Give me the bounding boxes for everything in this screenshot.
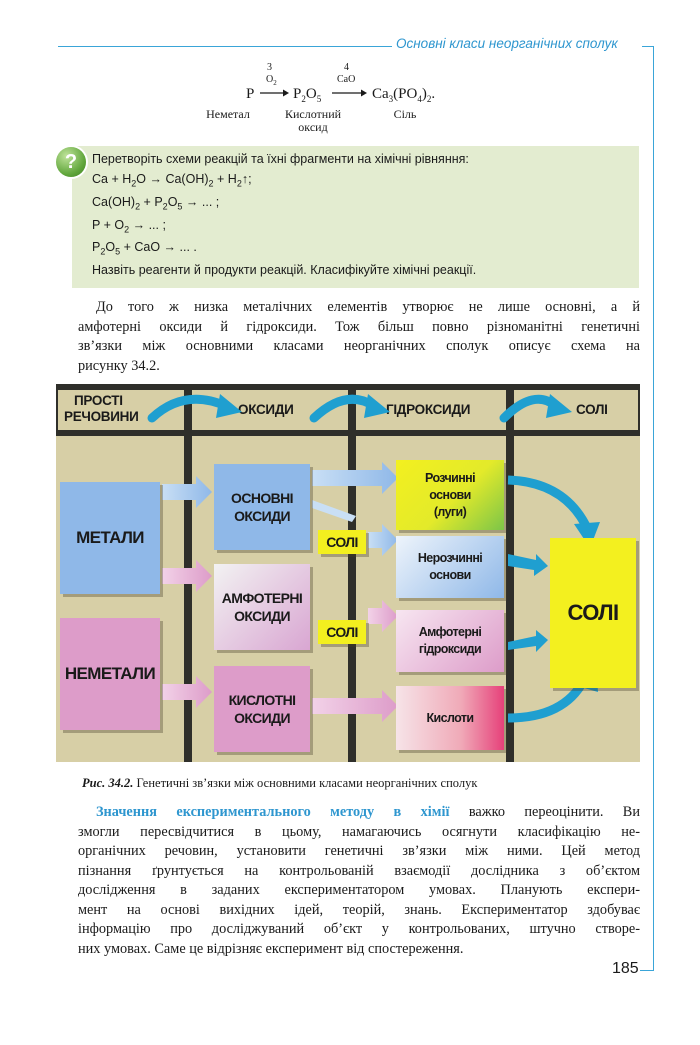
header-hydroxides: ГІДРОКСИДИ	[386, 402, 471, 417]
scheme-label-acid-oxide: Кислотний оксид	[284, 107, 342, 134]
exercise-reaction-4: $P_2O_5$ + CaO → ... .	[92, 240, 197, 257]
box-metals: МЕТАЛИ	[60, 482, 160, 594]
scheme-arrow2	[332, 88, 368, 98]
footer-rule	[640, 970, 654, 971]
exercise-prompt: Перетворіть схеми реакцій та їхні фрагменти на хімічні рівняння:	[92, 152, 469, 166]
header-oxides: ОКСИДИ	[238, 402, 294, 417]
box-acid-oxides: КИСЛОТНІ ОКСИДИ	[214, 666, 310, 752]
term-highlight: Значення експериментального методу в хімії	[96, 804, 450, 820]
reaction-scheme	[0, 0, 700, 140]
paragraph-intro	[78, 298, 640, 376]
scheme-label-nonmetal: Неметал	[206, 107, 250, 121]
box-amphoteric-oxides: АМФОТЕРНІ ОКСИДИ	[214, 564, 310, 650]
box-insoluble-bases: Нерозчинні основи	[396, 536, 504, 598]
scheme-p: P	[246, 86, 255, 102]
salt-tag-amphoteric: СОЛІ	[318, 620, 366, 644]
paragraph-line: амфотерні оксиди й гідроксиди. Тож більш повно різноманітні генетичні	[78, 318, 640, 335]
salt-tag-basic: СОЛІ	[318, 530, 366, 554]
box-salts: СОЛІ	[550, 538, 636, 688]
box-soluble-bases: Розчинні основи (луги)	[396, 460, 504, 530]
box-basic-oxides: ОСНОВНІ ОКСИДИ	[214, 464, 310, 550]
scheme-product: $Ca_3(PO_4)_2$.	[372, 86, 436, 104]
running-header-title: Основні класи неорганічних сполук	[396, 36, 618, 51]
header-simple-substances: ПРОСТІ РЕЧОВИНИ	[64, 393, 139, 424]
header-arrows	[56, 384, 640, 436]
scheme-arrow1	[260, 88, 290, 98]
exercise-outro: Назвіть реагенти й продукти реакцій. Класифікуйте хімічні реакції.	[92, 263, 477, 277]
paragraph-line: До того ж низка металічних елементів утворює не лише основні, а й	[96, 299, 640, 315]
scheme-arrow1-reagent: $O_2$	[266, 74, 277, 87]
margin-rule	[653, 46, 654, 971]
paragraph-line: органічних речовин, установити генетичні зв’язки між ними. Цей метод	[78, 843, 640, 859]
paragraph-line: пізнання ґрунтується на контрольованій взаємодії дослідника з об’єктом	[78, 862, 640, 879]
page-number: 185	[612, 960, 639, 977]
box-nonmetals: НЕМЕТАЛИ	[60, 618, 160, 730]
box-amphoteric-hydroxides: Амфотерні гідроксиди	[396, 610, 504, 672]
scheme-arrow2-reagent: CaO	[337, 74, 356, 85]
scheme-label-salt: Сіль	[393, 107, 417, 121]
paragraph-line: дослідження в заданих експериментатором умовах. Планують експери-	[78, 882, 640, 898]
scheme-arrow1-number: 3	[267, 62, 272, 73]
exercise-reaction-3: $P + O_2$ → ... ;	[92, 218, 166, 235]
box-acids: Кислоти	[396, 686, 504, 750]
exercise-reaction-1: $Ca + H_2O \to Ca(OH)_2$ + $H_2↑$;	[92, 172, 252, 189]
paragraph-line: зв’язки між основними класами неорганічних сполук описує схема на	[78, 338, 640, 354]
paragraph-line: мент на основі вихідних ідей, теорій, знань. Експериментатор здобуває	[78, 901, 640, 918]
paragraph-line: Значення експериментального методу в хімії важко переоцінити. Ви	[96, 804, 640, 820]
paragraph-line: них умовах. Саме це відрізняє експеримент від спостереження.	[78, 940, 464, 957]
genetic-links-diagram	[56, 384, 640, 762]
paragraph-line: інформацію про досліджуваний об’єкт у контрольованих, штучно створе-	[78, 921, 640, 937]
header-salts: СОЛІ	[576, 402, 608, 417]
question-icon: ?	[56, 147, 86, 177]
exercise-reaction-2: $Ca(OH)_2 + P_2O_5$ → ... ;	[92, 195, 220, 212]
figure-caption: Рис. 34.2. Генетичні зв’язки між основними класами неорганічних сполук	[82, 776, 478, 790]
scheme-arrow2-number: 4	[344, 62, 349, 73]
scheme-p2o5: $P_2O_5$	[293, 86, 322, 104]
paragraph-experiment	[78, 803, 640, 959]
paragraph-line: змогли пересвідчитися в цьому, намагаючись осягнути класифікацію не-	[78, 823, 640, 840]
paragraph-line: рисунку 34.2.	[78, 357, 160, 374]
